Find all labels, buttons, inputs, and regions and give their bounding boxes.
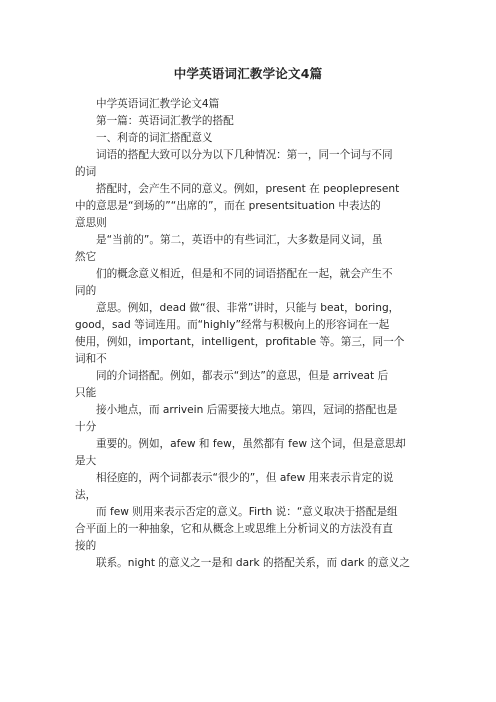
body-line: 只能 xyxy=(75,387,97,399)
body-line: 合平面上的一种抽象，它和从概念上或思维上分析词义的方法没有直 xyxy=(75,523,393,535)
body-line: 法， xyxy=(75,489,97,501)
body-line: 联系。night 的意义之一是和 dark 的搭配关系，而 dark 的意义之 xyxy=(96,557,410,569)
body-line: 搭配时，会产生不同的意义。例如，present 在 peoplepresent xyxy=(96,183,400,195)
body-line: 是“当前的”。第二，英语中的有些词汇，大多数是同义词，虽 xyxy=(96,234,383,246)
body-line: 十分 xyxy=(75,421,97,433)
body-line: 中学英语词汇教学论文4篇 xyxy=(96,98,220,110)
body-line: 接的 xyxy=(75,540,97,552)
body-line: 重要的。例如，afew 和 few，虽然都有 few 这个词，但是意思却 xyxy=(96,438,406,450)
body-line: 词和不 xyxy=(75,353,107,365)
body-line: 意思则 xyxy=(75,217,107,229)
document-title: 中学英语词汇教学论文4篇 xyxy=(173,66,323,81)
body-line: 第一篇：英语词汇教学的搭配 xyxy=(96,115,234,127)
body-line: 词语的搭配大致可以分为以下几种情况：第一，同一个词与不同 xyxy=(96,149,393,161)
body-line: 同的 xyxy=(75,285,97,297)
document-body xyxy=(75,96,433,572)
body-line: 一、利奇的词汇搭配意义 xyxy=(96,132,213,144)
body-line: 而 few 则用来表示否定的意义。Firth 说：“意义取决于搭配是组 xyxy=(96,506,398,518)
body-line: 们的概念意义相近，但是和不同的词语搭配在一起，就会产生不 xyxy=(96,268,393,280)
body-line: 相径庭的，两个词都表示“很少的”，但 afew 用来表示肯定的说 xyxy=(96,472,394,484)
body-line: 接小地点，而 arrivein 后需要接大地点。第四，冠词的搭配也是 xyxy=(96,404,398,416)
body-line: 中的意思是“到场的”“出席的”，而在 presentsituation 中表达的 xyxy=(75,200,381,212)
body-line: 的词 xyxy=(75,166,97,178)
body-line: good，sad 等词连用。而“highly”经常与积极向上的形容词在一起 xyxy=(75,319,390,331)
body-line: 使用，例如，important，intelligent，profitable 等。第三，同一个 xyxy=(75,336,405,348)
body-line: 然它 xyxy=(75,251,97,263)
body-line: 意思。例如，dead 做“很、非常”讲时，只能与 beat，boring， xyxy=(96,302,400,314)
body-line: 同的介词搭配。例如，都表示“到达”的意思，但是 arriveat 后 xyxy=(96,370,389,382)
body-line: 是大 xyxy=(75,455,97,467)
